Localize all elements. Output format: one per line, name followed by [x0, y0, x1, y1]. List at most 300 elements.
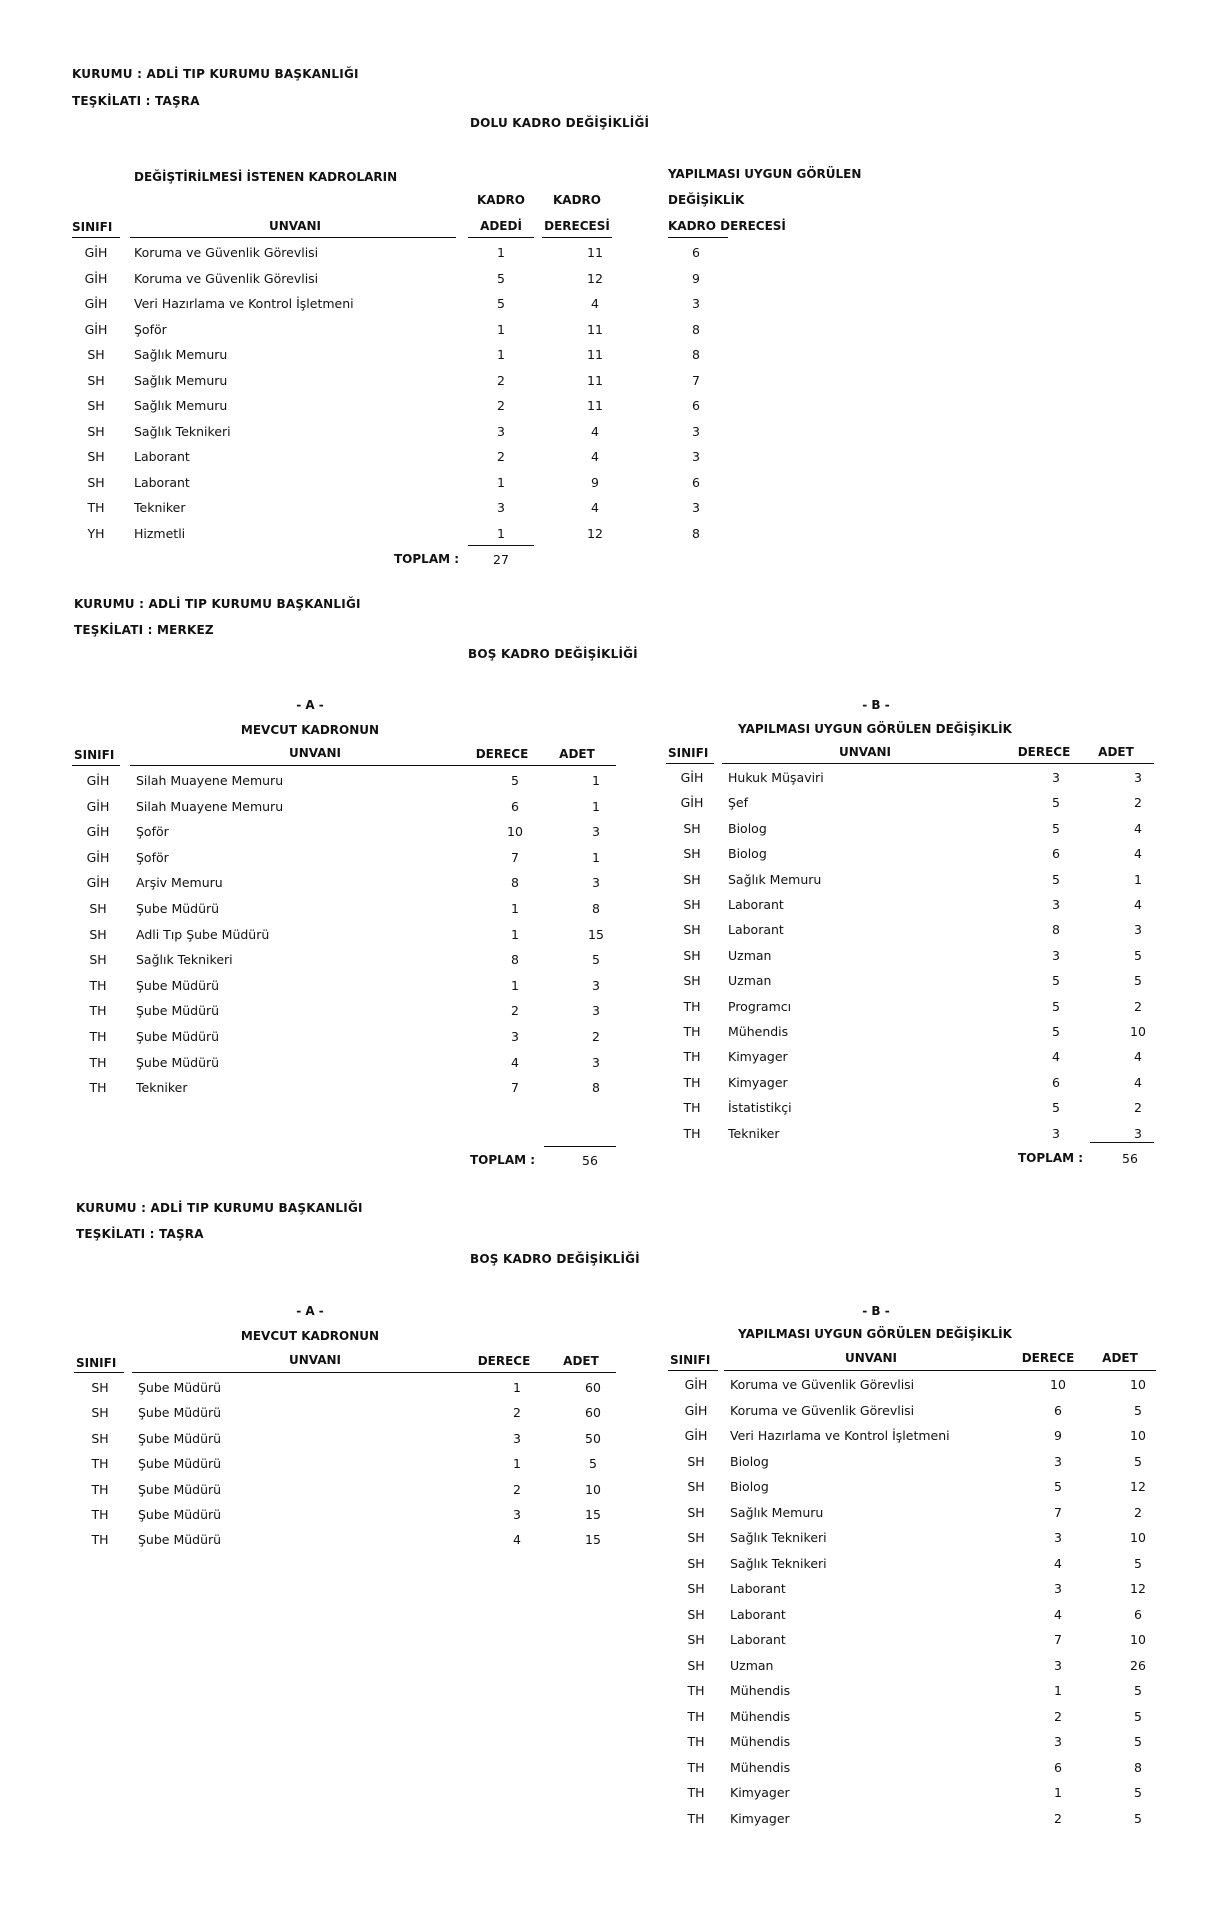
b-col-adet: ADET [1102, 1351, 1138, 1365]
cell-unvani: Sağlık Memuru [728, 872, 822, 887]
cell-adet: 3 [1134, 922, 1142, 937]
cell-unvani: İstatistikçi [728, 1100, 792, 1115]
cell-adet: 10 [1130, 1377, 1146, 1392]
b-underline-total [1090, 1142, 1154, 1143]
cell-unvani: Sağlık Memuru [134, 398, 228, 413]
cell-sinifi: SH [683, 821, 701, 836]
teskilati-line [76, 1227, 204, 1241]
cell-unvani: Mühendis [730, 1734, 791, 1749]
cell-derece: 6 [1054, 1403, 1062, 1418]
cell-uygun-derece: 3 [692, 296, 700, 311]
a-col-derece: DERECE [477, 1354, 531, 1368]
cell-unvani: Kimyager [730, 1785, 790, 1800]
cell-derece: 1 [513, 1380, 521, 1395]
cell-sinifi: GİH [86, 850, 110, 865]
cell-sinifi: SH [87, 449, 105, 464]
cell-sinifi: TH [89, 1003, 107, 1018]
cell-kadro-derecesi: 9 [591, 475, 599, 490]
cell-adet: 5 [1134, 1556, 1142, 1571]
b-col-derece: DERECE [1021, 1351, 1075, 1365]
cell-sinifi: SH [683, 973, 701, 988]
cell-adet: 3 [592, 978, 600, 993]
cell-adet: 2 [592, 1029, 600, 1044]
cell-uygun-derece: 6 [692, 398, 700, 413]
cell-unvani: Şube Müdürü [136, 1003, 220, 1018]
cell-sinifi: GİH [684, 1377, 708, 1392]
cell-kadro-derecesi: 12 [587, 526, 603, 541]
underline-kadro-derecesi [668, 237, 728, 238]
underline-unvani [130, 237, 456, 238]
cell-sinifi: GİH [84, 271, 108, 286]
right-caption-3: KADRO DERECESİ [668, 219, 786, 233]
b-mark: - B - [862, 1304, 890, 1318]
cell-unvani: Hukuk Müşaviri [728, 770, 824, 785]
a-mark: - A - [296, 1304, 324, 1318]
cell-sinifi: TH [91, 1532, 109, 1547]
toplam-value: 27 [493, 552, 509, 567]
cell-unvani: Laborant [730, 1632, 786, 1647]
kurumu-label: KURUMU : [72, 67, 143, 81]
cell-derece: 3 [1054, 1581, 1062, 1596]
b-underline-sinifi [666, 763, 714, 764]
cell-adet: 1 [592, 773, 600, 788]
cell-unvani: Biolog [728, 821, 767, 836]
underline-derecesi [542, 237, 612, 238]
cell-sinifi: SH [91, 1431, 109, 1446]
cell-sinifi: SH [89, 901, 107, 916]
cell-unvani: Laborant [730, 1607, 786, 1622]
teskilati-line [72, 94, 200, 108]
cell-adet: 10 [1130, 1632, 1146, 1647]
cell-sinifi: TH [91, 1482, 109, 1497]
cell-adet: 5 [589, 1456, 597, 1471]
cell-sinifi: SH [687, 1581, 705, 1596]
cell-adet: 50 [585, 1431, 601, 1446]
cell-adet: 15 [585, 1532, 601, 1547]
cell-derece: 4 [511, 1055, 519, 1070]
underline-adedi [468, 237, 534, 238]
cell-unvani: Şube Müdürü [138, 1532, 222, 1547]
cell-unvani: Veri Hazırlama ve Kontrol İşletmeni [730, 1428, 950, 1443]
kurumu-line [76, 1201, 363, 1215]
b-mark: - B - [862, 698, 890, 712]
cell-sinifi: YH [87, 526, 105, 541]
teskilati-value: TAŞRA [155, 94, 200, 108]
cell-adet: 60 [585, 1405, 601, 1420]
cell-unvani: Şube Müdürü [138, 1380, 222, 1395]
cell-kadro-derecesi: 4 [591, 449, 599, 464]
cell-kadro-adedi: 2 [497, 373, 505, 388]
cell-derece: 5 [511, 773, 519, 788]
cell-sinifi: SH [89, 927, 107, 942]
cell-unvani: Tekniker [136, 1080, 188, 1095]
cell-derece: 3 [1054, 1530, 1062, 1545]
kurumu-value: ADLİ TIP KURUMU BAŞKANLIĞI [150, 1201, 363, 1215]
cell-unvani: Uzman [728, 973, 772, 988]
cell-unvani: Koruma ve Güvenlik Görevlisi [730, 1377, 915, 1392]
a-col-derece: DERECE [475, 747, 529, 761]
cell-derece: 5 [1054, 1479, 1062, 1494]
cell-sinifi: TH [683, 1075, 701, 1090]
cell-derece: 3 [1054, 1734, 1062, 1749]
col-kadro-derece-1: KADRO [553, 193, 601, 207]
cell-unvani: Şoför [136, 824, 169, 839]
cell-sinifi: TH [89, 1029, 107, 1044]
right-caption-2: DEĞİŞİKLİK [668, 193, 745, 207]
underline-total [468, 545, 534, 546]
underline-sinifi [72, 237, 120, 238]
cell-adet: 5 [1134, 1734, 1142, 1749]
cell-derece: 1 [511, 978, 519, 993]
cell-adet: 4 [1134, 897, 1142, 912]
a-col-unvani: UNVANI [288, 1353, 342, 1367]
cell-sinifi: TH [91, 1507, 109, 1522]
cell-unvani: Sağlık Memuru [134, 347, 228, 362]
cell-unvani: Sağlık Teknikeri [134, 424, 231, 439]
cell-unvani: Şube Müdürü [136, 1029, 220, 1044]
cell-adet: 5 [1134, 973, 1142, 988]
cell-adet: 2 [1134, 1505, 1142, 1520]
kurumu-line [72, 67, 359, 81]
cell-kadro-adedi: 1 [497, 475, 505, 490]
b-col-sinifi: SINIFI [668, 746, 709, 760]
cell-sinifi: TH [687, 1734, 705, 1749]
cell-adet: 5 [592, 952, 600, 967]
cell-derece: 3 [1052, 897, 1060, 912]
cell-adet: 10 [1130, 1428, 1146, 1443]
cell-unvani: Silah Muayene Memuru [136, 773, 284, 788]
cell-derece: 3 [1054, 1658, 1062, 1673]
cell-kadro-adedi: 1 [497, 526, 505, 541]
cell-derece: 1 [1054, 1785, 1062, 1800]
cell-adet: 2 [1134, 999, 1142, 1014]
a-underline-sinifi [74, 1372, 124, 1373]
cell-derece: 5 [1052, 999, 1060, 1014]
b-caption: YAPILMASI UYGUN GÖRÜLEN DEĞİŞİKLİK [738, 722, 1012, 736]
cell-unvani: Adli Tıp Şube Müdürü [136, 927, 270, 942]
cell-sinifi: TH [91, 1456, 109, 1471]
cell-kadro-derecesi: 4 [591, 424, 599, 439]
cell-uygun-derece: 3 [692, 500, 700, 515]
cell-kadro-derecesi: 12 [587, 271, 603, 286]
cell-unvani: Sağlık Memuru [730, 1505, 824, 1520]
cell-derece: 6 [1052, 1075, 1060, 1090]
cell-adet: 5 [1134, 1709, 1142, 1724]
cell-adet: 10 [585, 1482, 601, 1497]
cell-derece: 10 [507, 824, 523, 839]
cell-sinifi: SH [91, 1380, 109, 1395]
cell-adet: 5 [1134, 1403, 1142, 1418]
cell-adet: 15 [585, 1507, 601, 1522]
cell-kadro-adedi: 1 [497, 322, 505, 337]
cell-unvani: Laborant [728, 922, 784, 937]
b-col-unvani: UNVANI [838, 745, 892, 759]
b-underline-row [724, 1370, 1156, 1371]
b-col-derece: DERECE [1017, 745, 1071, 759]
teskilati-label: TEŞKİLATI : [74, 623, 153, 637]
cell-unvani: Şoför [136, 850, 169, 865]
cell-unvani: Mühendis [730, 1709, 791, 1724]
cell-unvani: Laborant [730, 1581, 786, 1596]
cell-unvani: Tekniker [134, 500, 186, 515]
cell-adet: 26 [1130, 1658, 1146, 1673]
a-caption: MEVCUT KADRONUN [240, 1329, 380, 1343]
col-unvani: UNVANI [268, 219, 322, 233]
cell-derece: 7 [1054, 1505, 1062, 1520]
cell-sinifi: GİH [84, 322, 108, 337]
cell-adet: 4 [1134, 821, 1142, 836]
cell-derece: 9 [1054, 1428, 1062, 1443]
cell-unvani: Kimyager [728, 1049, 788, 1064]
cell-adet: 60 [585, 1380, 601, 1395]
cell-sinifi: TH [687, 1683, 705, 1698]
kurumu-label: KURUMU : [74, 597, 145, 611]
cell-derece: 2 [1054, 1709, 1062, 1724]
cell-unvani: Veri Hazırlama ve Kontrol İşletmeni [134, 296, 354, 311]
cell-sinifi: SH [687, 1454, 705, 1469]
cell-sinifi: SH [687, 1479, 705, 1494]
toplam-label: TOPLAM : [394, 552, 460, 566]
cell-adet: 12 [1130, 1479, 1146, 1494]
cell-derece: 3 [1052, 770, 1060, 785]
cell-sinifi: GİH [684, 1428, 708, 1443]
cell-derece: 5 [1052, 872, 1060, 887]
cell-kadro-adedi: 2 [497, 398, 505, 413]
cell-adet: 5 [1134, 1454, 1142, 1469]
cell-kadro-derecesi: 11 [587, 245, 603, 260]
right-caption-1: YAPILMASI UYGUN GÖRÜLEN [668, 167, 862, 181]
cell-unvani: Programcı [728, 999, 792, 1014]
a-underline-total [544, 1146, 616, 1147]
cell-adet: 3 [1134, 770, 1142, 785]
cell-unvani: Sağlık Teknikeri [136, 952, 233, 967]
section-title: DOLU KADRO DEĞİŞİKLİĞİ [470, 116, 650, 130]
cell-adet: 5 [1134, 1785, 1142, 1800]
cell-sinifi: GİH [680, 770, 704, 785]
cell-kadro-adedi: 1 [497, 347, 505, 362]
cell-unvani: Şube Müdürü [138, 1456, 222, 1471]
cell-unvani: Sağlık Teknikeri [730, 1556, 827, 1571]
cell-sinifi: SH [687, 1632, 705, 1647]
cell-uygun-derece: 8 [692, 526, 700, 541]
cell-sinifi: GİH [86, 875, 110, 890]
cell-unvani: Arşiv Memuru [136, 875, 223, 890]
teskilati-value: MERKEZ [157, 623, 214, 637]
cell-derece: 3 [511, 1029, 519, 1044]
cell-adet: 5 [1134, 1683, 1142, 1698]
cell-sinifi: SH [87, 424, 105, 439]
b-underline-row [722, 763, 1154, 764]
kurumu-line [74, 597, 361, 611]
cell-derece: 6 [511, 799, 519, 814]
cell-sinifi: TH [687, 1811, 705, 1826]
cell-unvani: Şube Müdürü [138, 1507, 222, 1522]
cell-adet: 8 [592, 901, 600, 916]
a-underline-sinifi [72, 765, 120, 766]
a-col-sinifi: SINIFI [74, 748, 115, 762]
cell-derece: 8 [511, 952, 519, 967]
cell-uygun-derece: 3 [692, 424, 700, 439]
cell-kadro-derecesi: 11 [587, 398, 603, 413]
cell-derece: 4 [1054, 1607, 1062, 1622]
cell-sinifi: TH [683, 1126, 701, 1141]
cell-sinifi: SH [687, 1556, 705, 1571]
cell-kadro-adedi: 5 [497, 271, 505, 286]
cell-sinifi: SH [91, 1405, 109, 1420]
cell-derece: 5 [1052, 795, 1060, 810]
cell-unvani: Laborant [728, 897, 784, 912]
cell-adet: 10 [1130, 1530, 1146, 1545]
cell-sinifi: SH [683, 922, 701, 937]
cell-adet: 12 [1130, 1581, 1146, 1596]
cell-adet: 5 [1134, 1811, 1142, 1826]
cell-derece: 6 [1054, 1760, 1062, 1775]
cell-sinifi: SH [687, 1658, 705, 1673]
cell-unvani: Koruma ve Güvenlik Görevlisi [134, 245, 319, 260]
cell-uygun-derece: 3 [692, 449, 700, 464]
cell-derece: 1 [511, 901, 519, 916]
cell-sinifi: TH [687, 1760, 705, 1775]
cell-unvani: Koruma ve Güvenlik Görevlisi [134, 271, 319, 286]
cell-sinifi: TH [89, 978, 107, 993]
col-sinifi: SINIFI [72, 220, 113, 234]
a-col-sinifi: SINIFI [76, 1356, 117, 1370]
cell-unvani: Uzman [730, 1658, 774, 1673]
cell-adet: 8 [1134, 1760, 1142, 1775]
cell-adet: 1 [592, 799, 600, 814]
b-toplam-value: 56 [1122, 1151, 1138, 1166]
cell-unvani: Şoför [134, 322, 167, 337]
cell-derece: 3 [1054, 1454, 1062, 1469]
cell-sinifi: SH [687, 1607, 705, 1622]
cell-adet: 1 [1134, 872, 1142, 887]
cell-kadro-derecesi: 4 [591, 296, 599, 311]
cell-unvani: Mühendis [728, 1024, 789, 1039]
cell-unvani: Şube Müdürü [138, 1482, 222, 1497]
cell-unvani: Kimyager [728, 1075, 788, 1090]
cell-sinifi: GİH [680, 795, 704, 810]
cell-kadro-derecesi: 11 [587, 322, 603, 337]
cell-sinifi: GİH [84, 296, 108, 311]
cell-unvani: Şube Müdürü [136, 1055, 220, 1070]
section-title: BOŞ KADRO DEĞİŞİKLİĞİ [468, 647, 638, 661]
cell-sinifi: TH [89, 1055, 107, 1070]
cell-sinifi: GİH [86, 799, 110, 814]
cell-derece: 2 [513, 1405, 521, 1420]
cell-sinifi: SH [87, 475, 105, 490]
cell-derece: 5 [1052, 973, 1060, 988]
cell-sinifi: TH [687, 1785, 705, 1800]
cell-unvani: Şef [728, 795, 749, 810]
cell-sinifi: GİH [86, 824, 110, 839]
teskilati-line [74, 623, 214, 637]
cell-derece: 7 [1054, 1632, 1062, 1647]
cell-kadro-adedi: 5 [497, 296, 505, 311]
cell-unvani: Laborant [134, 449, 190, 464]
cell-unvani: Tekniker [728, 1126, 780, 1141]
col-kadro-adet-1: KADRO [477, 193, 525, 207]
teskilati-label: TEŞKİLATI : [76, 1227, 155, 1241]
cell-derece: 7 [511, 850, 519, 865]
cell-adet: 1 [592, 850, 600, 865]
cell-sinifi: TH [683, 1100, 701, 1115]
cell-sinifi: TH [683, 999, 701, 1014]
a-toplam-value: 56 [582, 1153, 598, 1168]
cell-kadro-adedi: 1 [497, 245, 505, 260]
cell-derece: 8 [511, 875, 519, 890]
cell-sinifi: TH [687, 1709, 705, 1724]
cell-adet: 3 [1134, 1126, 1142, 1141]
cell-unvani: Koruma ve Güvenlik Görevlisi [730, 1403, 915, 1418]
cell-uygun-derece: 8 [692, 347, 700, 362]
cell-unvani: Kimyager [730, 1811, 790, 1826]
cell-kadro-adedi: 3 [497, 500, 505, 515]
cell-sinifi: SH [683, 872, 701, 887]
section-title: BOŞ KADRO DEĞİŞİKLİĞİ [470, 1252, 640, 1266]
cell-derece: 2 [513, 1482, 521, 1497]
cell-uygun-derece: 6 [692, 245, 700, 260]
a-col-adet: ADET [563, 1354, 599, 1368]
b-col-unvani: UNVANI [844, 1351, 898, 1365]
cell-sinifi: TH [89, 1080, 107, 1095]
cell-derece: 5 [1052, 1024, 1060, 1039]
cell-adet: 5 [1134, 948, 1142, 963]
a-col-unvani: UNVANI [288, 746, 342, 760]
b-caption: YAPILMASI UYGUN GÖRÜLEN DEĞİŞİKLİK [738, 1327, 1012, 1341]
cell-kadro-adedi: 2 [497, 449, 505, 464]
b-underline-sinifi [668, 1370, 718, 1371]
a-col-adet: ADET [559, 747, 595, 761]
cell-adet: 15 [588, 927, 604, 942]
kurumu-value: ADLİ TIP KURUMU BAŞKANLIĞI [146, 67, 359, 81]
cell-sinifi: SH [687, 1505, 705, 1520]
cell-unvani: Şube Müdürü [138, 1431, 222, 1446]
cell-derece: 3 [1052, 1126, 1060, 1141]
b-col-sinifi: SINIFI [670, 1353, 711, 1367]
cell-unvani: Mühendis [730, 1760, 791, 1775]
col-derecesi: DERECESİ [544, 219, 610, 233]
cell-uygun-derece: 6 [692, 475, 700, 490]
cell-derece: 4 [1052, 1049, 1060, 1064]
a-underline-row [132, 1372, 616, 1373]
cell-unvani: Uzman [728, 948, 772, 963]
cell-adet: 2 [1134, 795, 1142, 810]
b-toplam-label: TOPLAM : [1018, 1151, 1084, 1165]
cell-derece: 1 [513, 1456, 521, 1471]
cell-sinifi: SH [683, 846, 701, 861]
cell-unvani: Şube Müdürü [136, 978, 220, 993]
cell-unvani: Biolog [730, 1479, 769, 1494]
cell-unvani: Laborant [134, 475, 190, 490]
cell-derece: 5 [1052, 821, 1060, 836]
cell-sinifi: GİH [684, 1403, 708, 1418]
cell-adet: 3 [592, 1055, 600, 1070]
cell-kadro-adedi: 3 [497, 424, 505, 439]
cell-derece: 1 [511, 927, 519, 942]
cell-sinifi: SH [687, 1530, 705, 1545]
cell-adet: 2 [1134, 1100, 1142, 1115]
cell-unvani: Biolog [728, 846, 767, 861]
col-adedi: ADEDİ [480, 219, 522, 233]
cell-derece: 5 [1052, 1100, 1060, 1115]
cell-derece: 10 [1050, 1377, 1066, 1392]
kurumu-label: KURUMU : [76, 1201, 147, 1215]
cell-adet: 3 [592, 1003, 600, 1018]
cell-sinifi: SH [683, 897, 701, 912]
cell-adet: 3 [592, 824, 600, 839]
left-caption: DEĞİŞTİRİLMESİ İSTENEN KADROLARIN [134, 170, 398, 184]
cell-sinifi: SH [87, 398, 105, 413]
